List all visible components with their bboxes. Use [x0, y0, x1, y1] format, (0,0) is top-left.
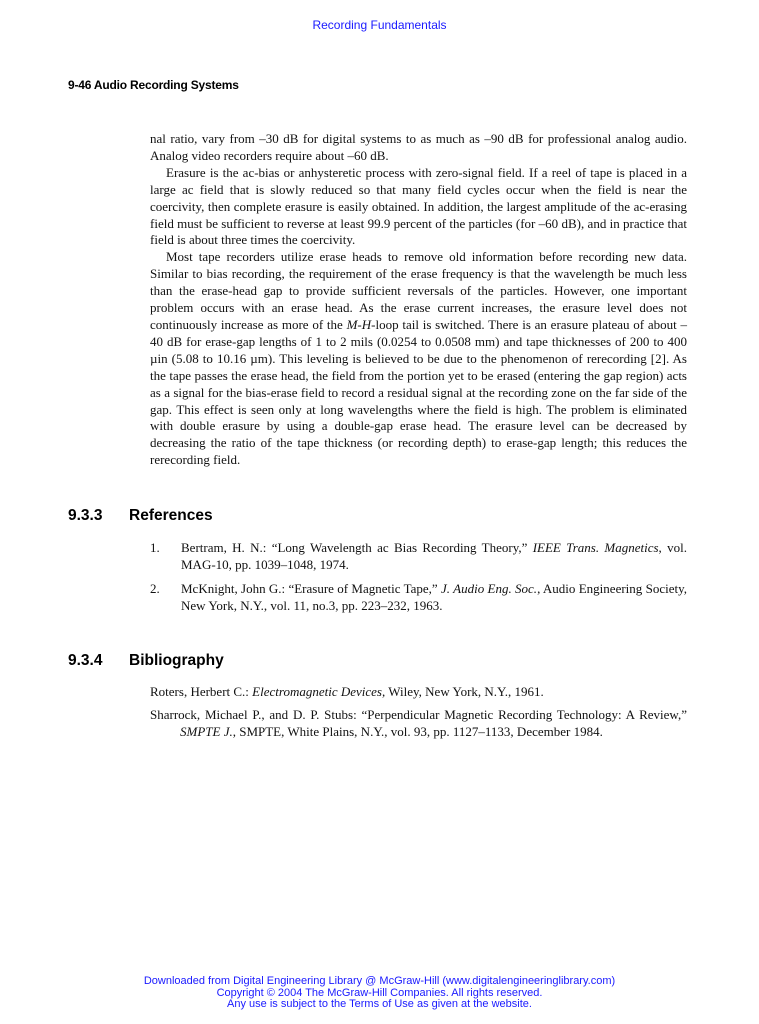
reference-text [181, 580, 687, 614]
bibliography-list [150, 683, 687, 746]
reference-authors-title: McKnight, John G.: “Erasure of Magnetic Tape,” [181, 581, 442, 596]
bibliography-item [150, 706, 687, 740]
footer [0, 976, 759, 1011]
reference-journal: J. Audio Eng. Soc. [441, 581, 538, 596]
paragraph-2: Erasure is the ac-bias or anhysteretic process with zero-signal field. If a reel of tape is placed in a large ac field that is slowly reduced so that many field cycles occur when the field is near the coercivity, then complete erasure is easily obtained. In addition, the largest amplitude of the ac-erasing field must be sufficient to reverse at least 99.9 percent of the particles (for –60 dB), and in practice that field is about three times the coercivity. [150, 164, 687, 248]
bibliography-details: Wiley, New York, N.Y., 1961. [385, 684, 544, 699]
bibliography-heading [68, 652, 224, 670]
bibliography-title: Electromagnetic Devices, [252, 684, 386, 699]
bibliography-details: , SMPTE, White Plains, N.Y., vol. 93, pp. 1127–1133, December 1984. [232, 724, 603, 739]
reference-number: 2. [150, 581, 160, 596]
bibliography-section-title: Bibliography [129, 652, 224, 669]
reference-details: , Audio Engineering Society, New York, N.Y., vol. 11, no.3, pp. 223–232, 1963. [181, 581, 688, 613]
footer-download-link[interactable]: Downloaded from Digital Engineering Library @ McGraw-Hill (www.digitalengineeringlibrary.com) [143, 975, 616, 987]
footer-terms-link[interactable]: Any use is subject to the Terms of Use as given at the website. [227, 998, 532, 1010]
references-section-number: 9.3.3 [68, 507, 103, 524]
bibliography-title: SMPTE J. [180, 724, 233, 739]
reference-details: , vol. MAG-10, pp. 1039–1048, 1974. [181, 540, 687, 572]
reference-journal: IEEE Trans. Magnetics [532, 540, 659, 555]
reference-authors-title: Bertram, H. N.: “Long Wavelength ac Bias Recording Theory,” [181, 540, 533, 555]
reference-item [150, 580, 687, 614]
paragraph-3-italic: M-H [346, 316, 372, 332]
running-head: 9-46 Audio Recording Systems [68, 78, 239, 92]
reference-number: 1. [150, 540, 160, 555]
paragraph-3-part-a: Most tape recorders utilize erase heads to remove old information before recording new data. Similar to bias recording, the requirement of the erase frequency is that the wavelength be much less than the erase-head gap to provide sufficient reversals of the particles. However, one important problem occurs with an erase head. As the erase current increases, the erasure level does not continuously increase as more of the [150, 249, 687, 332]
references-list [150, 539, 687, 621]
paragraph-3 [150, 249, 687, 469]
references-section-title: References [129, 507, 213, 524]
body-text [150, 131, 687, 469]
paragraph-1: nal ratio, vary from –30 dB for digital systems to as much as –90 dB for professional analog audio. Analog video recorders require about –60 dB. [150, 131, 687, 163]
bibliography-authors: Sharrock, Michael P., and D. P. Stubs: “Perpendicular Magnetic Recording Technology: A Review,” [150, 707, 687, 722]
bibliography-section-number: 9.3.4 [68, 652, 103, 669]
paragraph-3-part-b: -loop tail is switched. There is an erasure plateau of about –40 dB for erase-gap lengths of 1 to 2 mils (0.0254 to 0.0508 mm) and tape thicknesses of 200 to 400 µin (5.08 to 10.16 µm). This leveling is believed to be due to the phenomenon of rerecording [2]. As the tape passes the erase head, the field from the portion yet to be erased (entering the gap region) acts as a signal for the bias-erase field to record a residual signal at the recording zone on the far side of the gap. This effect is seen only at long wavelengths where the field is high. The problem is eliminated with double erasure by using a double-gap erase head. The erasure level can be decreased by decreasing the ratio of the tape thickness (or recording depth) to erase-gap length; this reduces the rerecording field. [150, 316, 688, 468]
bibliography-authors: Roters, Herbert C.: [150, 684, 253, 699]
reference-text [181, 539, 687, 573]
top-chapter-link[interactable]: Recording Fundamentals [312, 18, 447, 32]
bibliography-item [150, 683, 687, 700]
footer-copyright[interactable]: Copyright © 2004 The McGraw-Hill Companies. All rights reserved. [216, 986, 543, 999]
reference-item [150, 539, 687, 573]
references-heading [68, 507, 213, 525]
